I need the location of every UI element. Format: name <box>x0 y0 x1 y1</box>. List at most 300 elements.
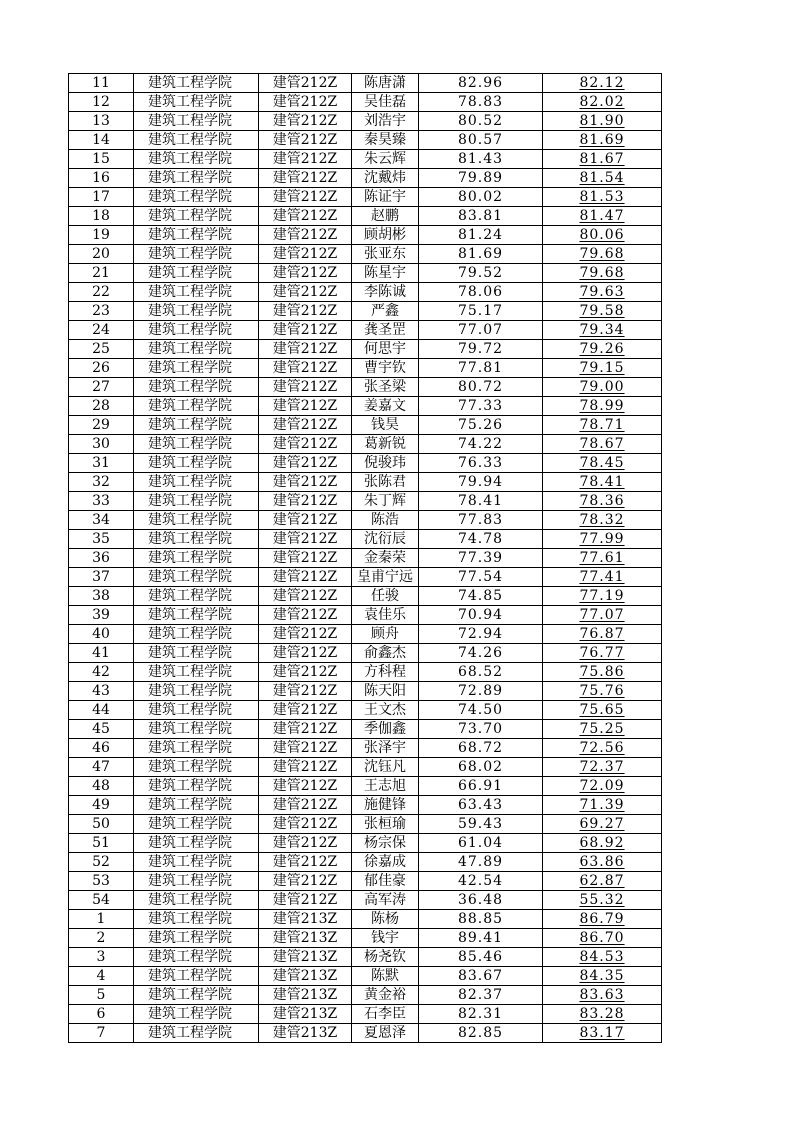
table-row <box>69 112 662 131</box>
final-score-cell <box>543 568 662 587</box>
table-row <box>69 986 662 1005</box>
row-index-cell: 33 <box>69 492 134 511</box>
final-score-cell <box>543 188 662 207</box>
class-cell: 建管213Z <box>259 967 352 986</box>
final-score-value: 82.02 <box>579 94 625 110</box>
student-name-cell: 徐嘉成 <box>352 853 419 872</box>
table-row <box>69 891 662 910</box>
score-cell: 36.48 <box>419 891 543 910</box>
score-cell: 42.54 <box>419 872 543 891</box>
student-name-cell: 俞鑫杰 <box>352 644 419 663</box>
final-score-value: 78.71 <box>579 417 625 433</box>
student-name-cell: 施健锋 <box>352 796 419 815</box>
college-cell: 建筑工程学院 <box>134 644 259 663</box>
row-index-cell: 26 <box>69 359 134 378</box>
college-cell: 建筑工程学院 <box>134 188 259 207</box>
table-row <box>69 777 662 796</box>
college-cell: 建筑工程学院 <box>134 929 259 948</box>
final-score-cell <box>543 321 662 340</box>
table-row <box>69 834 662 853</box>
final-score-value: 72.56 <box>579 740 625 756</box>
final-score-value: 75.86 <box>579 664 625 680</box>
row-index-cell: 4 <box>69 967 134 986</box>
table-row <box>69 131 662 150</box>
college-cell: 建筑工程学院 <box>134 1024 259 1043</box>
student-name-cell: 陈星宇 <box>352 264 419 283</box>
final-score-cell <box>543 359 662 378</box>
table-row <box>69 473 662 492</box>
row-index-cell: 20 <box>69 245 134 264</box>
class-cell: 建管213Z <box>259 948 352 967</box>
final-score-value: 79.34 <box>579 322 625 338</box>
row-index-cell: 7 <box>69 1024 134 1043</box>
class-cell: 建管212Z <box>259 245 352 264</box>
final-score-cell <box>543 815 662 834</box>
class-cell: 建管212Z <box>259 397 352 416</box>
table-row <box>69 720 662 739</box>
class-cell: 建管212Z <box>259 435 352 454</box>
college-cell: 建筑工程学院 <box>134 378 259 397</box>
student-name-cell: 张泽宇 <box>352 739 419 758</box>
final-score-value: 81.53 <box>579 189 625 205</box>
college-cell: 建筑工程学院 <box>134 758 259 777</box>
final-score-cell <box>543 245 662 264</box>
class-cell: 建管212Z <box>259 378 352 397</box>
final-score-cell <box>543 853 662 872</box>
score-cell: 73.70 <box>419 720 543 739</box>
score-cell: 85.46 <box>419 948 543 967</box>
college-cell: 建筑工程学院 <box>134 777 259 796</box>
final-score-value: 86.79 <box>579 911 625 927</box>
table-row <box>69 853 662 872</box>
row-index-cell: 53 <box>69 872 134 891</box>
student-name-cell: 夏恩泽 <box>352 1024 419 1043</box>
class-cell: 建管212Z <box>259 606 352 625</box>
class-cell: 建管212Z <box>259 169 352 188</box>
final-score-value: 55.32 <box>579 892 625 908</box>
row-index-cell: 11 <box>69 74 134 93</box>
final-score-cell <box>543 93 662 112</box>
score-cell: 80.57 <box>419 131 543 150</box>
final-score-value: 83.63 <box>579 987 625 1003</box>
row-index-cell: 25 <box>69 340 134 359</box>
final-score-value: 80.06 <box>579 227 625 243</box>
table-row <box>69 530 662 549</box>
class-cell: 建管212Z <box>259 492 352 511</box>
final-score-value: 81.47 <box>579 208 625 224</box>
row-index-cell: 2 <box>69 929 134 948</box>
table-row <box>69 226 662 245</box>
student-name-cell: 吴佳磊 <box>352 93 419 112</box>
final-score-cell <box>543 682 662 701</box>
score-cell: 75.26 <box>419 416 543 435</box>
row-index-cell: 50 <box>69 815 134 834</box>
final-score-value: 78.45 <box>579 455 625 471</box>
class-cell: 建管212Z <box>259 416 352 435</box>
class-cell: 建管213Z <box>259 1005 352 1024</box>
college-cell: 建筑工程学院 <box>134 245 259 264</box>
row-index-cell: 51 <box>69 834 134 853</box>
table-row <box>69 910 662 929</box>
student-name-cell: 刘浩宇 <box>352 112 419 131</box>
student-name-cell: 龚圣罡 <box>352 321 419 340</box>
student-name-cell: 陈天阳 <box>352 682 419 701</box>
row-index-cell: 49 <box>69 796 134 815</box>
final-score-cell <box>543 606 662 625</box>
class-cell: 建管212Z <box>259 682 352 701</box>
score-cell: 77.07 <box>419 321 543 340</box>
class-cell: 建管212Z <box>259 454 352 473</box>
final-score-value: 81.54 <box>579 170 625 186</box>
score-cell: 72.89 <box>419 682 543 701</box>
college-cell: 建筑工程学院 <box>134 948 259 967</box>
final-score-value: 77.41 <box>579 569 625 585</box>
score-cell: 88.85 <box>419 910 543 929</box>
student-name-cell: 陈唐潇 <box>352 74 419 93</box>
class-cell: 建管212Z <box>259 74 352 93</box>
student-name-cell: 杨尧钦 <box>352 948 419 967</box>
final-score-value: 79.15 <box>579 360 625 376</box>
student-name-cell: 王文杰 <box>352 701 419 720</box>
final-score-value: 84.53 <box>579 949 625 965</box>
final-score-cell <box>543 283 662 302</box>
row-index-cell: 38 <box>69 587 134 606</box>
score-cell: 79.72 <box>419 340 543 359</box>
college-cell: 建筑工程学院 <box>134 986 259 1005</box>
table-row <box>69 93 662 112</box>
college-cell: 建筑工程学院 <box>134 435 259 454</box>
student-name-cell: 钱昊 <box>352 416 419 435</box>
final-score-cell <box>543 264 662 283</box>
final-score-cell <box>543 492 662 511</box>
final-score-cell <box>543 74 662 93</box>
table-row <box>69 207 662 226</box>
final-score-cell <box>543 131 662 150</box>
row-index-cell: 24 <box>69 321 134 340</box>
table-row <box>69 929 662 948</box>
final-score-cell <box>543 796 662 815</box>
table-row <box>69 74 662 93</box>
final-score-value: 77.19 <box>579 588 625 604</box>
final-score-value: 75.65 <box>579 702 625 718</box>
score-cell: 75.17 <box>419 302 543 321</box>
college-cell: 建筑工程学院 <box>134 283 259 302</box>
final-score-cell <box>543 777 662 796</box>
student-name-cell: 王志旭 <box>352 777 419 796</box>
score-cell: 79.89 <box>419 169 543 188</box>
row-index-cell: 29 <box>69 416 134 435</box>
college-cell: 建筑工程学院 <box>134 815 259 834</box>
college-cell: 建筑工程学院 <box>134 530 259 549</box>
college-cell: 建筑工程学院 <box>134 74 259 93</box>
final-score-value: 79.63 <box>579 284 625 300</box>
college-cell: 建筑工程学院 <box>134 207 259 226</box>
table-row <box>69 967 662 986</box>
final-score-cell <box>543 644 662 663</box>
score-cell: 82.31 <box>419 1005 543 1024</box>
student-name-cell: 顾胡彬 <box>352 226 419 245</box>
college-cell: 建筑工程学院 <box>134 492 259 511</box>
score-cell: 89.41 <box>419 929 543 948</box>
student-name-cell: 姜嘉文 <box>352 397 419 416</box>
student-name-cell: 季伽鑫 <box>352 720 419 739</box>
table-row <box>69 321 662 340</box>
row-index-cell: 17 <box>69 188 134 207</box>
score-cell: 82.96 <box>419 74 543 93</box>
college-cell: 建筑工程学院 <box>134 397 259 416</box>
score-cell: 47.89 <box>419 853 543 872</box>
college-cell: 建筑工程学院 <box>134 169 259 188</box>
final-score-value: 68.92 <box>579 835 625 851</box>
class-cell: 建管212Z <box>259 701 352 720</box>
college-cell: 建筑工程学院 <box>134 131 259 150</box>
final-score-cell <box>543 397 662 416</box>
class-cell: 建管213Z <box>259 1024 352 1043</box>
final-score-value: 78.41 <box>579 474 625 490</box>
score-cell: 74.26 <box>419 644 543 663</box>
final-score-cell <box>543 967 662 986</box>
final-score-cell <box>543 720 662 739</box>
college-cell: 建筑工程学院 <box>134 112 259 131</box>
score-cell: 77.33 <box>419 397 543 416</box>
final-score-cell <box>543 986 662 1005</box>
final-score-cell <box>543 169 662 188</box>
college-cell: 建筑工程学院 <box>134 663 259 682</box>
score-cell: 78.06 <box>419 283 543 302</box>
class-cell: 建管213Z <box>259 910 352 929</box>
final-score-cell <box>543 948 662 967</box>
student-name-cell: 何思宇 <box>352 340 419 359</box>
table-row <box>69 397 662 416</box>
row-index-cell: 39 <box>69 606 134 625</box>
table-row <box>69 644 662 663</box>
college-cell: 建筑工程学院 <box>134 264 259 283</box>
score-cell: 72.94 <box>419 625 543 644</box>
final-score-cell <box>543 587 662 606</box>
class-cell: 建管212Z <box>259 302 352 321</box>
row-index-cell: 1 <box>69 910 134 929</box>
table-row <box>69 815 662 834</box>
college-cell: 建筑工程学院 <box>134 321 259 340</box>
college-cell: 建筑工程学院 <box>134 549 259 568</box>
score-table <box>68 73 662 1043</box>
college-cell: 建筑工程学院 <box>134 454 259 473</box>
table-row <box>69 948 662 967</box>
class-cell: 建管212Z <box>259 834 352 853</box>
final-score-cell <box>543 834 662 853</box>
final-score-value: 82.12 <box>579 75 625 91</box>
table-row <box>69 245 662 264</box>
final-score-value: 79.00 <box>579 379 625 395</box>
class-cell: 建管212Z <box>259 340 352 359</box>
final-score-cell <box>543 530 662 549</box>
final-score-value: 83.17 <box>579 1025 625 1041</box>
final-score-value: 81.90 <box>579 113 625 129</box>
final-score-value: 76.87 <box>579 626 625 642</box>
student-name-cell: 张桓瑜 <box>352 815 419 834</box>
table-row <box>69 568 662 587</box>
final-score-value: 72.09 <box>579 778 625 794</box>
score-cell: 61.04 <box>419 834 543 853</box>
score-cell: 74.85 <box>419 587 543 606</box>
table-row <box>69 283 662 302</box>
final-score-cell <box>543 226 662 245</box>
final-score-cell <box>543 872 662 891</box>
table-row <box>69 606 662 625</box>
row-index-cell: 44 <box>69 701 134 720</box>
score-cell: 77.83 <box>419 511 543 530</box>
student-name-cell: 袁佳乐 <box>352 606 419 625</box>
final-score-cell <box>543 739 662 758</box>
student-name-cell: 张圣梁 <box>352 378 419 397</box>
row-index-cell: 3 <box>69 948 134 967</box>
final-score-cell <box>543 340 662 359</box>
score-cell: 83.81 <box>419 207 543 226</box>
table-row <box>69 1005 662 1024</box>
final-score-value: 86.70 <box>579 930 625 946</box>
table-row <box>69 796 662 815</box>
student-name-cell: 张陈君 <box>352 473 419 492</box>
table-row <box>69 492 662 511</box>
class-cell: 建管212Z <box>259 93 352 112</box>
class-cell: 建管212Z <box>259 758 352 777</box>
table-row <box>69 587 662 606</box>
table-row <box>69 1024 662 1043</box>
final-score-cell <box>543 511 662 530</box>
final-score-cell <box>543 150 662 169</box>
student-name-cell: 钱宇 <box>352 929 419 948</box>
row-index-cell: 37 <box>69 568 134 587</box>
score-cell: 77.39 <box>419 549 543 568</box>
row-index-cell: 31 <box>69 454 134 473</box>
class-cell: 建管212Z <box>259 264 352 283</box>
class-cell: 建管213Z <box>259 929 352 948</box>
college-cell: 建筑工程学院 <box>134 910 259 929</box>
class-cell: 建管212Z <box>259 587 352 606</box>
college-cell: 建筑工程学院 <box>134 606 259 625</box>
class-cell: 建管212Z <box>259 853 352 872</box>
score-cell: 78.83 <box>419 93 543 112</box>
table-row <box>69 511 662 530</box>
final-score-cell <box>543 435 662 454</box>
table-row <box>69 701 662 720</box>
college-cell: 建筑工程学院 <box>134 682 259 701</box>
class-cell: 建管212Z <box>259 644 352 663</box>
final-score-value: 77.61 <box>579 550 625 566</box>
student-name-cell: 葛新锐 <box>352 435 419 454</box>
table-row <box>69 378 662 397</box>
final-score-cell <box>543 378 662 397</box>
score-cell: 81.24 <box>419 226 543 245</box>
row-index-cell: 6 <box>69 1005 134 1024</box>
class-cell: 建管212Z <box>259 625 352 644</box>
final-score-value: 77.99 <box>579 531 625 547</box>
table-row <box>69 359 662 378</box>
student-name-cell: 曹宇钦 <box>352 359 419 378</box>
final-score-cell <box>543 1024 662 1043</box>
class-cell: 建管212Z <box>259 891 352 910</box>
student-name-cell: 沈钰凡 <box>352 758 419 777</box>
college-cell: 建筑工程学院 <box>134 796 259 815</box>
table-row <box>69 625 662 644</box>
row-index-cell: 21 <box>69 264 134 283</box>
student-name-cell: 高军涛 <box>352 891 419 910</box>
score-cell: 80.52 <box>419 112 543 131</box>
final-score-cell <box>543 891 662 910</box>
final-score-value: 79.68 <box>579 246 625 262</box>
student-name-cell: 石李臣 <box>352 1005 419 1024</box>
student-name-cell: 顾舟 <box>352 625 419 644</box>
class-cell: 建管213Z <box>259 986 352 1005</box>
student-name-cell: 陈默 <box>352 967 419 986</box>
final-score-cell <box>543 207 662 226</box>
row-index-cell: 12 <box>69 93 134 112</box>
row-index-cell: 27 <box>69 378 134 397</box>
class-cell: 建管212Z <box>259 150 352 169</box>
college-cell: 建筑工程学院 <box>134 302 259 321</box>
row-index-cell: 15 <box>69 150 134 169</box>
college-cell: 建筑工程学院 <box>134 834 259 853</box>
row-index-cell: 46 <box>69 739 134 758</box>
table-row <box>69 264 662 283</box>
row-index-cell: 23 <box>69 302 134 321</box>
college-cell: 建筑工程学院 <box>134 739 259 758</box>
student-name-cell: 秦昊臻 <box>352 131 419 150</box>
final-score-cell <box>543 302 662 321</box>
college-cell: 建筑工程学院 <box>134 891 259 910</box>
score-cell: 66.91 <box>419 777 543 796</box>
student-name-cell: 沈衍辰 <box>352 530 419 549</box>
student-name-cell: 李陈诚 <box>352 283 419 302</box>
score-cell: 79.94 <box>419 473 543 492</box>
row-index-cell: 5 <box>69 986 134 1005</box>
final-score-value: 84.35 <box>579 968 625 984</box>
class-cell: 建管212Z <box>259 739 352 758</box>
final-score-cell <box>543 473 662 492</box>
final-score-value: 71.39 <box>579 797 625 813</box>
table-row <box>69 758 662 777</box>
student-name-cell: 郁佳豪 <box>352 872 419 891</box>
table-row <box>69 302 662 321</box>
score-cell: 59.43 <box>419 815 543 834</box>
student-name-cell: 陈杨 <box>352 910 419 929</box>
class-cell: 建管212Z <box>259 131 352 150</box>
college-cell: 建筑工程学院 <box>134 93 259 112</box>
score-cell: 68.02 <box>419 758 543 777</box>
class-cell: 建管212Z <box>259 321 352 340</box>
score-cell: 81.69 <box>419 245 543 264</box>
student-name-cell: 杨宗保 <box>352 834 419 853</box>
final-score-value: 81.67 <box>579 151 625 167</box>
row-index-cell: 47 <box>69 758 134 777</box>
student-name-cell: 陈证宇 <box>352 188 419 207</box>
score-cell: 83.67 <box>419 967 543 986</box>
class-cell: 建管212Z <box>259 663 352 682</box>
table-row <box>69 549 662 568</box>
college-cell: 建筑工程学院 <box>134 587 259 606</box>
student-name-cell: 朱丁辉 <box>352 492 419 511</box>
table-row <box>69 872 662 891</box>
college-cell: 建筑工程学院 <box>134 359 259 378</box>
college-cell: 建筑工程学院 <box>134 1005 259 1024</box>
score-cell: 68.72 <box>419 739 543 758</box>
row-index-cell: 18 <box>69 207 134 226</box>
score-cell: 80.02 <box>419 188 543 207</box>
final-score-value: 63.86 <box>579 854 625 870</box>
final-score-value: 72.37 <box>579 759 625 775</box>
final-score-value: 83.28 <box>579 1006 625 1022</box>
student-name-cell: 倪骏玮 <box>352 454 419 473</box>
